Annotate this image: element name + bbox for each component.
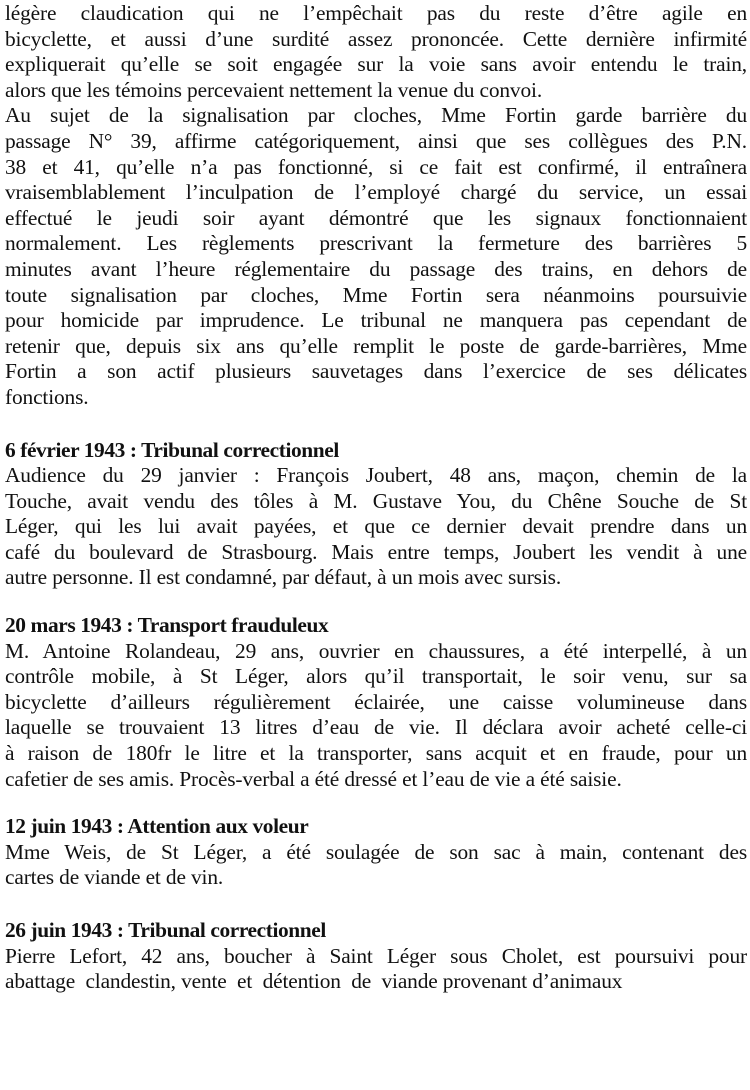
- paragraph-spacer: [5, 591, 747, 613]
- text-line: Léger, qui les lui avait payées, et que ce dernier devait prendre dans un: [5, 514, 747, 539]
- entry-heading: 6 février 1943 : Tribunal correctionnel: [5, 437, 339, 462]
- text-line: expliquerait qu’elle se soit engagée sur la voie sans avoir entendu le train,: [5, 52, 747, 77]
- paragraph-spacer: [5, 792, 747, 814]
- text-line: autre personne. Il est condamné, par défaut, à un mois avec sursis.: [5, 565, 562, 590]
- text-line: normalement. Les règlements prescrivant la fermeture des barrières 5: [5, 231, 747, 256]
- text-line: 38 et 41, qu’elle n’a pas fonctionné, si ce fait est confirmé, il entraînera: [5, 154, 747, 179]
- entry-heading: 12 juin 1943 : Attention aux voleur: [5, 814, 309, 839]
- news-entry: [5, 613, 747, 792]
- text-line: bicyclette, et aussi d’une surdité assez prononcée. Cette dernière infirmité: [5, 26, 747, 51]
- text-line: Mme Weis, de St Léger, a été soulagée de son sac à main, contenant des: [5, 839, 747, 864]
- paragraph-spacer: [5, 891, 747, 918]
- document-page: [5, 0, 747, 995]
- paragraph-spacer: [5, 411, 747, 438]
- text-line: Au sujet de la signalisation par cloches, Mme Fortin garde barrière du: [5, 103, 747, 128]
- intro-paragraph: [5, 0, 747, 411]
- text-line: contrôle mobile, à St Léger, alors qu’il transportait, le soir venu, sur sa: [5, 664, 747, 689]
- text-line: cartes de viande et de vin.: [5, 865, 224, 890]
- text-line: à raison de 180fr le litre et la transporter, sans acquit et en fraude, pour un: [5, 741, 747, 766]
- text-line: légère claudication qui ne l’empêchait pas du reste d’être agile en: [5, 1, 747, 25]
- entry-heading: 20 mars 1943 : Transport frauduleux: [5, 613, 329, 638]
- text-line: vraisemblablement l’inculpation de l’employé chargé du service, un essai: [5, 180, 747, 205]
- text-line: Touche, avait vendu des tôles à M. Gustave You, du Chêne Souche de St: [5, 488, 747, 513]
- text-line: minutes avant l’heure réglementaire du passage des trains, en dehors de: [5, 256, 747, 281]
- text-line: laquelle se trouvaient 13 litres d’eau de vie. Il déclara avoir acheté celle-ci: [5, 715, 747, 740]
- text-line: toute signalisation par cloches, Mme Fortin sera néanmoins poursuivie: [5, 282, 747, 307]
- text-line: passage N° 39, affirme catégoriquement, ainsi que ses collègues des P.N.: [5, 128, 747, 153]
- news-entry: [5, 814, 747, 891]
- text-line: fonctions.: [5, 384, 89, 409]
- text-line: Pierre Lefort, 42 ans, boucher à Saint Léger sous Cholet, est poursuivi pour: [5, 943, 747, 968]
- text-line: Audience du 29 janvier : François Joubert, 48 ans, maçon, chemin de la: [5, 463, 747, 488]
- text-line: café du boulevard de Strasbourg. Mais entre temps, Joubert les vendit à une: [5, 539, 747, 564]
- text-line: effectué le jeudi soir ayant démontré que les signaux fonctionnaient: [5, 205, 747, 230]
- text-line: cafetier de ses amis. Procès-verbal a été dressé et l’eau de vie a été saisie.: [5, 766, 622, 791]
- text-line: Fortin a son actif plusieurs sauvetages dans l’exercice de ses délicates: [5, 359, 747, 384]
- news-entry: [5, 918, 747, 995]
- entry-heading: 26 juin 1943 : Tribunal correctionnel: [5, 918, 326, 942]
- text-line: M. Antoine Rolandeau, 29 ans, ouvrier en chaussures, a été interpellé, à un: [5, 638, 747, 663]
- text-line: bicyclette d’ailleurs régulièrement éclairée, une caisse volumineuse dans: [5, 689, 747, 714]
- text-line: pour homicide par imprudence. Le tribunal ne manquera pas cependant de: [5, 308, 747, 333]
- text-line: retenir que, depuis six ans qu’elle remplit le poste de garde-barrières, Mme: [5, 333, 747, 358]
- text-line: abattage clandestin, vente et détention de viande provenant d’animaux: [5, 969, 623, 994]
- news-entry: [5, 438, 747, 592]
- text-line: alors que les témoins percevaient nettement la venue du convoi.: [5, 77, 543, 102]
